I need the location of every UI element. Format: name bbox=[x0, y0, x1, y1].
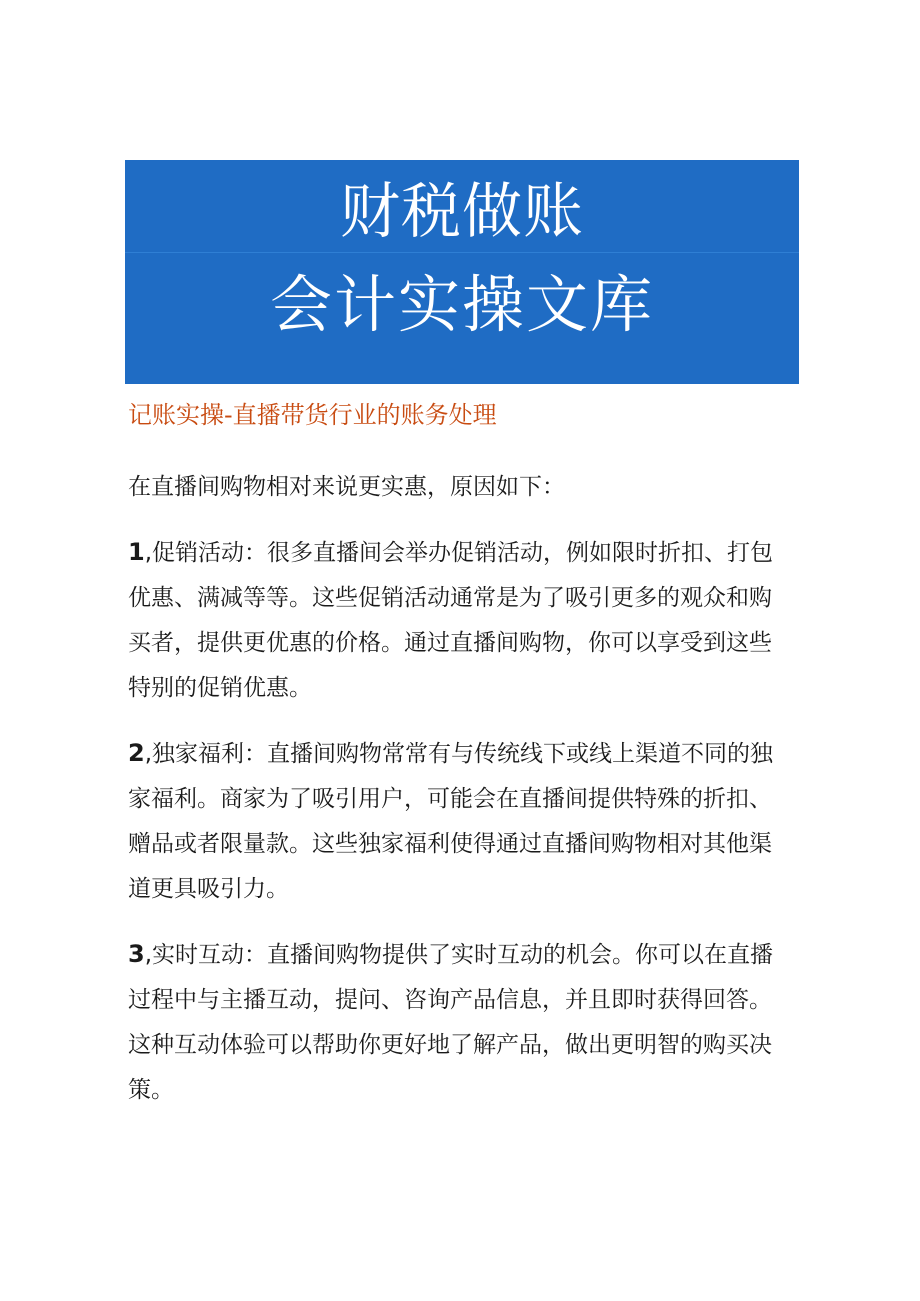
item-text: ,实时互动：直播间购物提供了实时互动的机会。你可以在直播过程中与主播互动，提问、咨询产品信息，并且即时获得回答。这种互动体验可以帮助你更好地了解产品，做出更明智的购买决策。 bbox=[128, 942, 774, 1103]
banner-divider bbox=[125, 252, 799, 253]
banner-title-line-1: 财税做账 bbox=[340, 177, 584, 247]
document-subtitle: 记账实操-直播带货行业的账务处理 bbox=[128, 401, 497, 429]
list-item-1 bbox=[128, 530, 788, 711]
item-number: 3 bbox=[128, 940, 145, 968]
list-item-2 bbox=[128, 731, 788, 912]
banner-title-line-2: 会计实操文库 bbox=[269, 268, 654, 341]
intro-paragraph: 在直播间购物相对来说更实惠，原因如下： bbox=[128, 474, 565, 500]
item-number: 1 bbox=[128, 538, 145, 566]
document-body bbox=[128, 464, 788, 1133]
list-item-3 bbox=[128, 932, 788, 1113]
title-banner bbox=[125, 160, 799, 384]
item-text: ,促销活动：很多直播间会举办促销活动，例如限时折扣、打包优惠、满减等等。这些促销活动通常是为了吸引更多的观众和购买者，提供更优惠的价格。通过直播间购物，你可以享受到这些特别的促销优惠。 bbox=[128, 540, 774, 701]
item-number: 2 bbox=[128, 739, 145, 767]
item-text: ,独家福利：直播间购物常常有与传统线下或线上渠道不同的独家福利。商家为了吸引用户，可能会在直播间提供特殊的折扣、赠品或者限量款。这些独家福利使得通过直播间购物相对其他渠道更具吸引力。 bbox=[128, 741, 774, 902]
